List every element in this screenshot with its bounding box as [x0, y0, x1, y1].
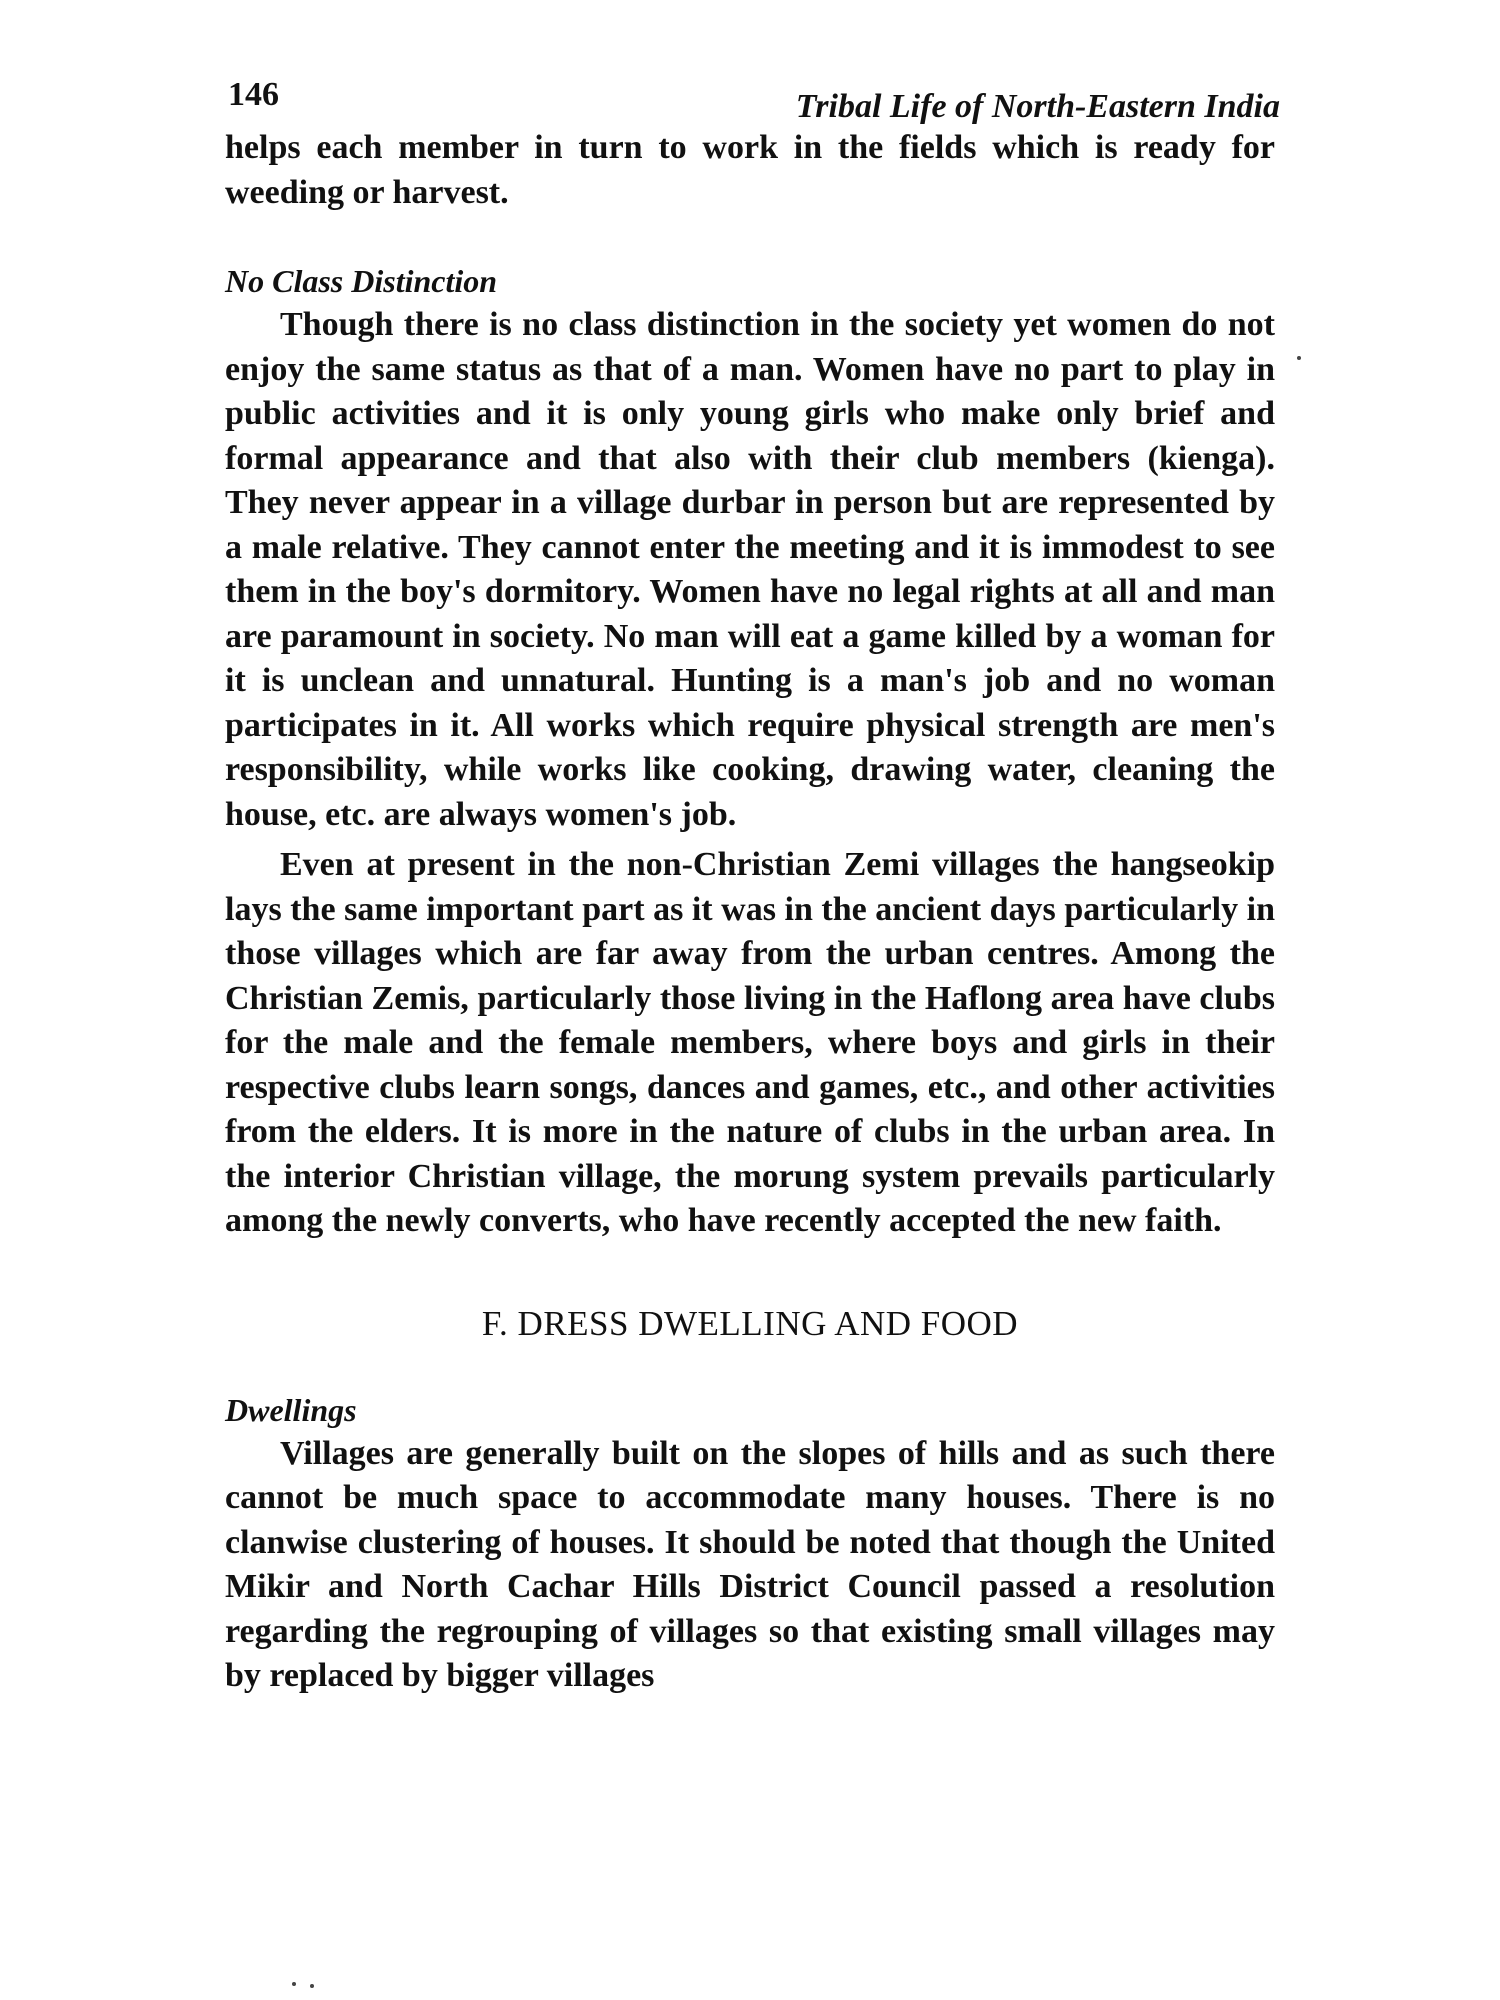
running-head — [225, 70, 1280, 126]
book-title: Tribal Life of North-Eastern India — [795, 88, 1280, 125]
scan-speck — [310, 1984, 314, 1988]
subheading-no-class-distinction: No Class Distinction — [225, 263, 498, 299]
scan-speck — [1297, 356, 1301, 360]
scan-speck — [292, 1982, 296, 1986]
subheading-dwellings: Dwellings — [225, 1391, 357, 1428]
paragraph-women-status: Though there is no class distinction in the society yet women do not enjoy the same status as that of a man. Women have no part to play in public activities and it is only young girls who make only brief and formal appearance and that also with their club members (kienga). They never appear in a village durbar in person but are represented by a male relative. They cannot enter the meeting and it is immodest to see them in the boy's dormitory. Women have no legal rights at all and man are paramount in society. No man will eat a game killed by a woman for it is unclean and unnatural. Hunting is a man's job and no woman participates in it. All works which require physical strength are men's responsibility, while works like cooking, drawing water, cleaning the house, etc. are always women's job. — [225, 306, 1275, 833]
continuation-paragraph: helps each member in turn to work in the fields which is ready for weeding or harvest. — [225, 129, 1275, 211]
paragraph-dwellings: Villages are generally built on the slopes of hills and as such there cannot be much space to accommodate many houses. There is no clanwise clustering of houses. It should be noted that though the United Mikir and North Cachar Hills District Council passed a resolution regarding the regrouping of villages so that existing small villages may by replaced by bigger villages — [225, 1434, 1275, 1694]
paragraph-hangseokip: Even at present in the non-Christian Zemi villages the hangseokip lays the same important part as it was in the ancient days particularly in those villages which are far away from the urban centres. Among the Christian Zemis, particularly those living in the Haflong area have clubs for the male and the female members, where boys and girls in their respective clubs learn songs, dances and games, etc., and other activities from the elders. It is more in the nature of clubs in the urban area. In the interior Christian village, the morung system prevails particularly among the newly converts, who have recently accepted the new faith. — [225, 846, 1275, 1239]
section-heading-dress-dwelling-food: F. DRESS DWELLING AND FOOD — [481, 1303, 1019, 1343]
page-number: 146 — [228, 76, 279, 113]
book-page — [225, 70, 1280, 1699]
